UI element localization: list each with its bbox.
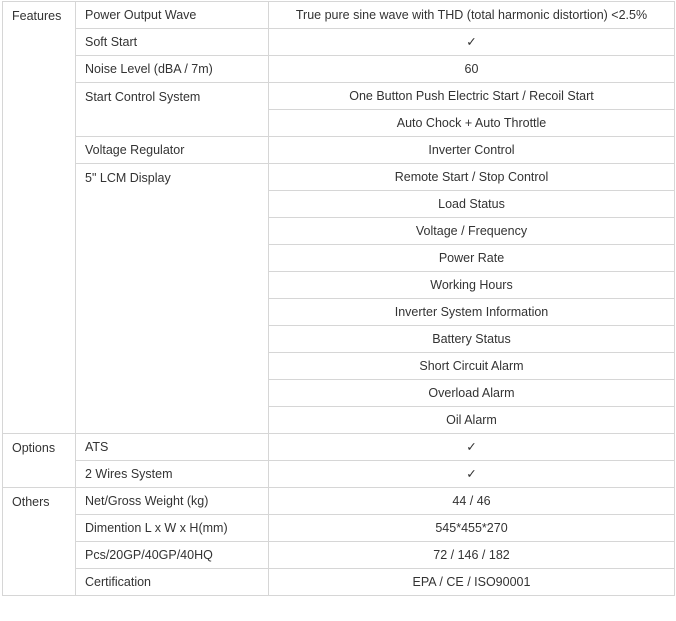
spec-row: [3, 542, 675, 569]
feature-value-cell: Voltage / Frequency: [269, 218, 675, 245]
feature-value-cell: Oil Alarm: [269, 407, 675, 434]
feature-value-cell: Overload Alarm: [269, 380, 675, 407]
category-cell: Options: [3, 434, 76, 488]
feature-name-cell: Net/Gross Weight (kg): [76, 488, 269, 515]
checkmark-icon: ✓: [269, 29, 675, 56]
spec-row: [3, 29, 675, 56]
feature-value-cell: Inverter Control: [269, 137, 675, 164]
feature-name-cell: Certification: [76, 569, 269, 596]
spec-row: [3, 56, 675, 83]
feature-value-cell: Battery Status: [269, 326, 675, 353]
checkmark-icon: ✓: [269, 461, 675, 488]
spec-row: [3, 434, 675, 461]
feature-value-cell: 72 / 146 / 182: [269, 542, 675, 569]
spec-row: [3, 461, 675, 488]
feature-value-cell: Load Status: [269, 191, 675, 218]
spec-row: [3, 569, 675, 596]
feature-name-cell: Voltage Regulator: [76, 137, 269, 164]
category-cell: Features: [3, 2, 76, 434]
checkmark-icon: ✓: [269, 434, 675, 461]
spec-row: [3, 164, 675, 191]
feature-name-cell: 5" LCM Display: [76, 164, 269, 434]
feature-value-cell: 545*455*270: [269, 515, 675, 542]
feature-value-cell: True pure sine wave with THD (total harmonic distortion) <2.5%: [269, 2, 675, 29]
feature-value-cell: One Button Push Electric Start / Recoil Start: [269, 83, 675, 110]
spec-row: [3, 515, 675, 542]
feature-name-cell: Pcs/20GP/40GP/40HQ: [76, 542, 269, 569]
feature-name-cell: Power Output Wave: [76, 2, 269, 29]
feature-value-cell: Remote Start / Stop Control: [269, 164, 675, 191]
feature-name-cell: Soft Start: [76, 29, 269, 56]
feature-name-cell: Start Control System: [76, 83, 269, 137]
feature-value-cell: EPA / CE / ISO90001: [269, 569, 675, 596]
feature-name-cell: Dimention L x W x H(mm): [76, 515, 269, 542]
spec-row: [3, 83, 675, 110]
feature-value-cell: Inverter System Information: [269, 299, 675, 326]
spec-row: [3, 488, 675, 515]
spec-table: [2, 1, 675, 596]
feature-value-cell: 44 / 46: [269, 488, 675, 515]
spec-row: [3, 137, 675, 164]
spec-table-body: [3, 2, 675, 596]
category-cell: Others: [3, 488, 76, 596]
feature-name-cell: 2 Wires System: [76, 461, 269, 488]
spec-row: [3, 2, 675, 29]
feature-name-cell: ATS: [76, 434, 269, 461]
feature-name-cell: Noise Level (dBA / 7m): [76, 56, 269, 83]
feature-value-cell: 60: [269, 56, 675, 83]
feature-value-cell: Auto Chock + Auto Throttle: [269, 110, 675, 137]
feature-value-cell: Working Hours: [269, 272, 675, 299]
feature-value-cell: Short Circuit Alarm: [269, 353, 675, 380]
feature-value-cell: Power Rate: [269, 245, 675, 272]
